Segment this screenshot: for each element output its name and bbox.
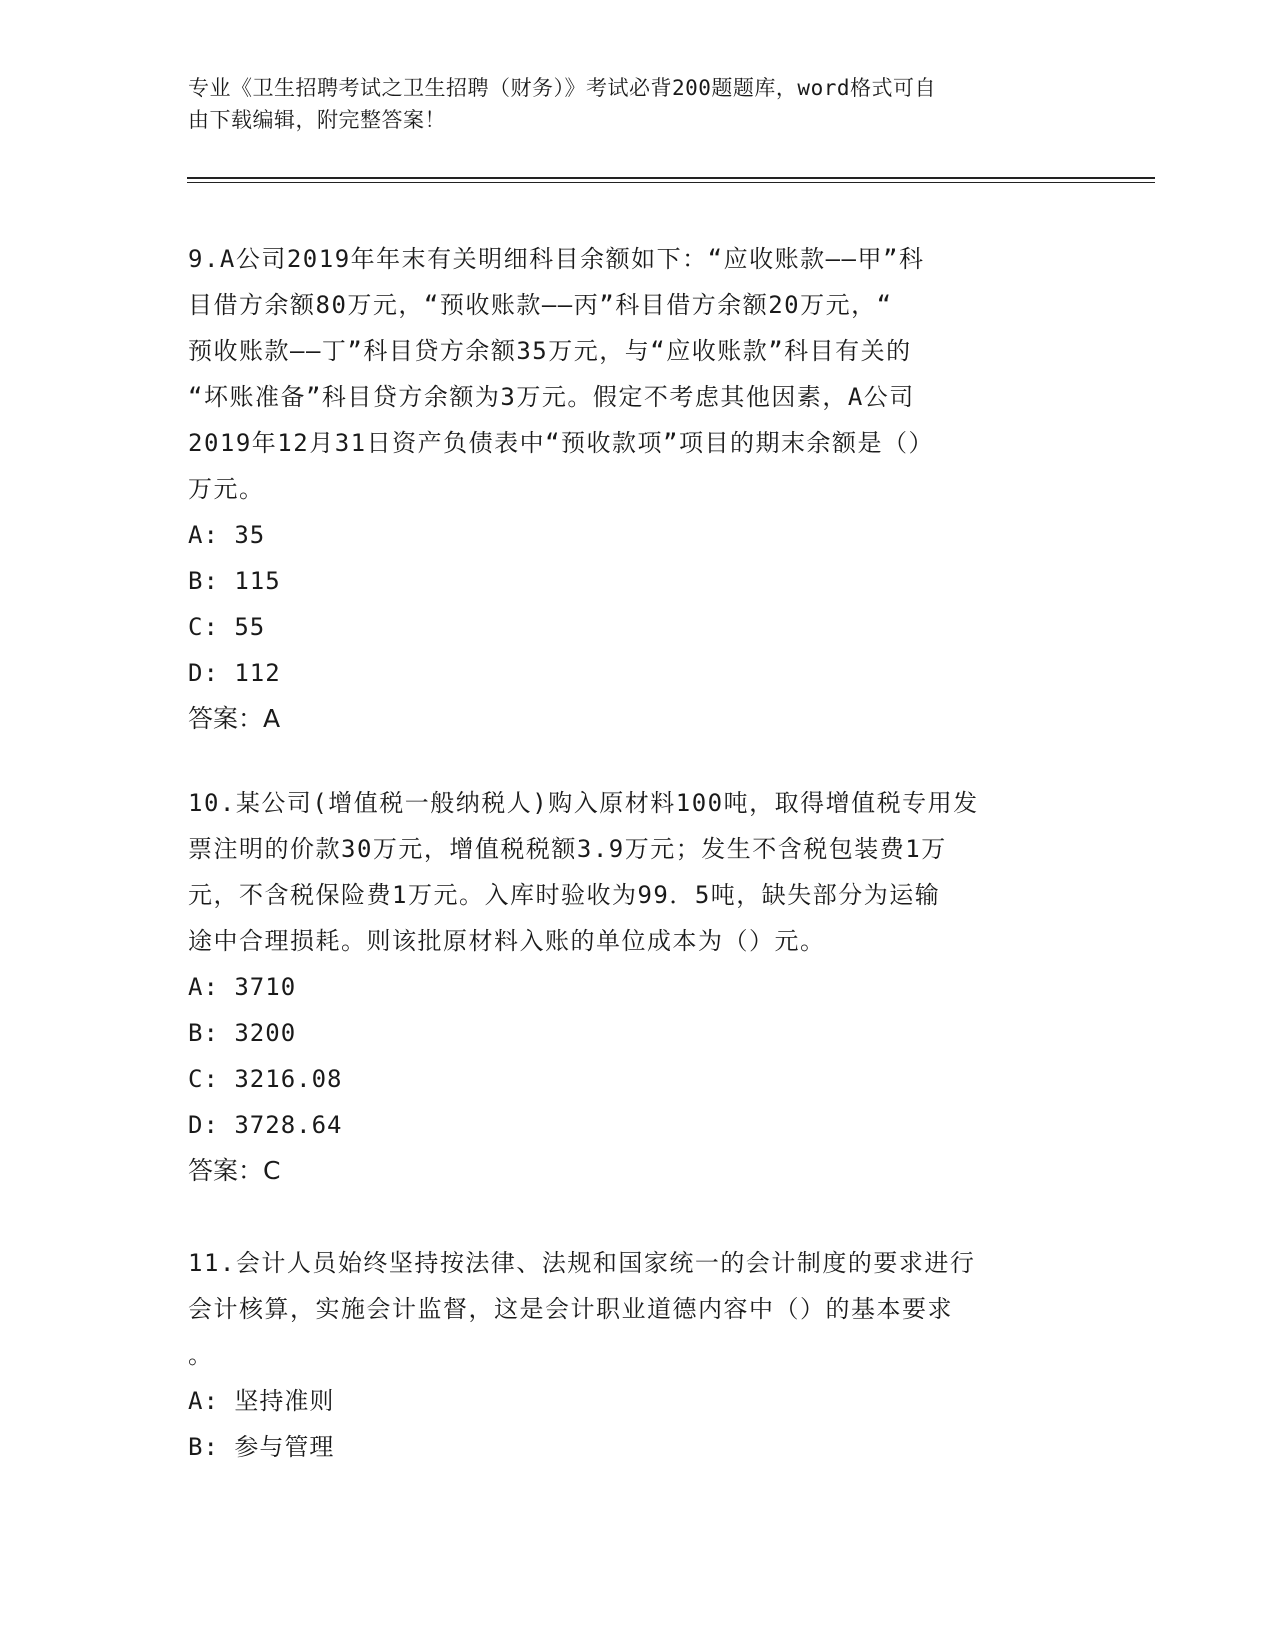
- question-9: [188, 236, 1088, 742]
- stem-line: 2019年12月31日资产负债表中“预收款项”项目的期末余额是（）: [188, 429, 934, 457]
- header-divider: [187, 182, 1155, 183]
- stem-line: 目借方余额80万元，“预收账款——丙”科目借方余额20万元，“: [188, 291, 893, 319]
- question-stem: [188, 236, 1088, 512]
- stem-line: 10.某公司(增值税一般纳税人)购入原材料100吨，取得增值税专用发: [188, 789, 979, 817]
- stem-line: 。: [188, 1341, 214, 1369]
- option-b: B: 参与管理: [188, 1433, 335, 1461]
- option-d: D: 112: [188, 659, 281, 687]
- stem-line: 途中合理损耗。则该批原材料入账的单位成本为（）元。: [188, 927, 826, 955]
- option-a: A: 35: [188, 521, 266, 549]
- stem-line: 票注明的价款30万元，增值税税额3.9万元；发生不含税包装费1万: [188, 835, 947, 863]
- option-c: C: 55: [188, 613, 266, 641]
- option-a: A: 坚持准则: [188, 1387, 335, 1415]
- stem-line: 11.会计人员始终坚持按法律、法规和国家统一的会计制度的要求进行: [188, 1249, 976, 1277]
- answer-label: 答案：A: [188, 704, 281, 733]
- header-line: 专业《卫生招聘考试之卫生招聘（财务）》考试必背200题题库，word格式可自: [188, 76, 936, 100]
- document-header: [188, 72, 1068, 136]
- stem-line: 会计核算，实施会计监督，这是会计职业道德内容中（）的基本要求: [188, 1295, 953, 1323]
- stem-line: 元，不含税保险费1万元。入库时验收为99．5吨，缺失部分为运输: [188, 881, 941, 909]
- option-c: C: 3216.08: [188, 1065, 343, 1093]
- option-d: D: 3728.64: [188, 1111, 343, 1139]
- question-stem: [188, 780, 1088, 964]
- stem-line: “坏账准备”科目贷方余额为3万元。假定不考虑其他因素，A公司: [188, 383, 915, 411]
- option-b: B: 3200: [188, 1019, 297, 1047]
- header-line: 由下载编辑，附完整答案！: [188, 108, 446, 132]
- stem-line: 万元。: [188, 475, 265, 503]
- header-divider: [187, 177, 1155, 179]
- stem-line: 预收账款——丁”科目贷方余额35万元，与“应收账款”科目有关的: [188, 337, 912, 365]
- stem-line: 9.A公司2019年年末有关明细科目余额如下：“应收账款——甲”科: [188, 245, 925, 273]
- option-a: A: 3710: [188, 973, 297, 1001]
- option-b: B: 115: [188, 567, 281, 595]
- question-stem: [188, 1240, 1088, 1378]
- question-11: [188, 1240, 1088, 1470]
- question-10: [188, 780, 1088, 1194]
- answer-label: 答案：C: [188, 1156, 281, 1185]
